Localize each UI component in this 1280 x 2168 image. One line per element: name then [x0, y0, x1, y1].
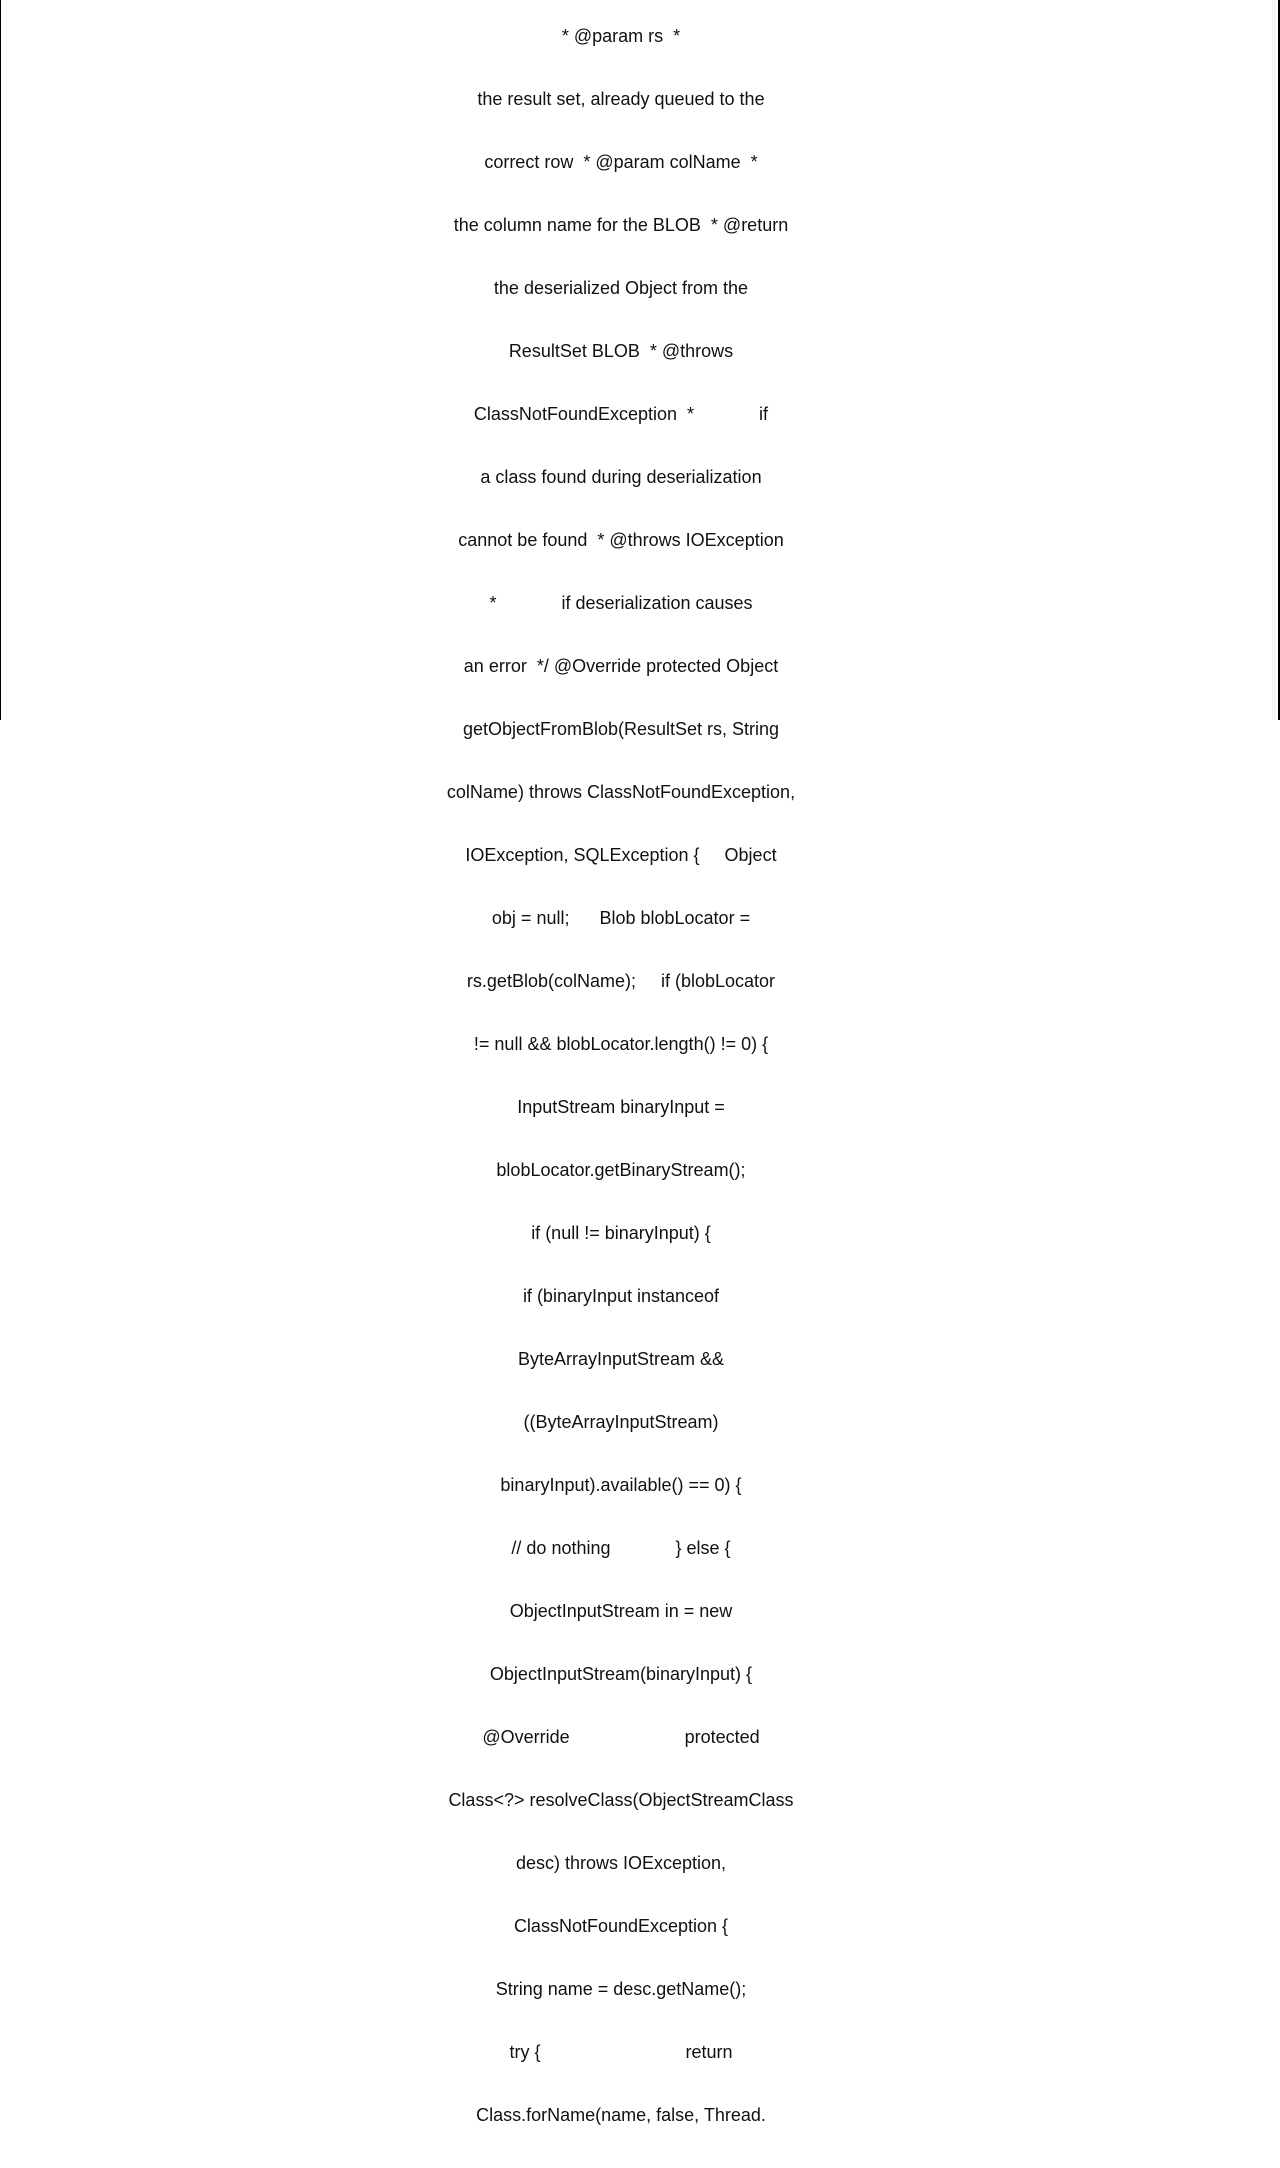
text-line: ByteArrayInputStream &&: [517, 1349, 725, 1369]
text-line: != null && blobLocator.length() != 0) {: [473, 1034, 769, 1054]
text-line: IOException, SQLException { Object: [465, 845, 777, 865]
text-line: ((ByteArrayInputStream): [523, 1412, 719, 1432]
text-line: // do nothing } else {: [511, 1538, 731, 1558]
text-line: ClassNotFoundException * if: [473, 404, 769, 424]
text-line: getObjectFromBlob(ResultSet rs, String: [462, 719, 780, 739]
text-line: the deserialized Object from the: [493, 278, 749, 298]
text-line: an error */ @Override protected Object: [463, 656, 779, 676]
text-line: ObjectInputStream(binaryInput) {: [489, 1664, 753, 1684]
code-text-block: [441, 0, 801, 2168]
text-line: ResultSet BLOB * @throws: [508, 341, 734, 361]
text-line: cannot be found * @throws IOException: [458, 530, 784, 550]
text-line: try { return: [509, 2042, 733, 2062]
text-line: * if deserialization causes: [489, 593, 753, 613]
text-line: blobLocator.getBinaryStream();: [496, 1160, 746, 1180]
text-line: desc) throws IOException,: [515, 1853, 727, 1873]
text-line: correct row * @param colName *: [484, 152, 758, 172]
text-line: rs.getBlob(colName); if (blobLocator: [466, 971, 776, 991]
text-line: * @param rs *: [561, 26, 681, 46]
text-line: if (binaryInput instanceof: [522, 1286, 720, 1306]
text-line: the result set, already queued to the: [477, 89, 765, 109]
text-line: String name = desc.getName();: [495, 1979, 747, 1999]
text-line: Class.forName(name, false, Thread.: [476, 2105, 766, 2125]
document-viewport[interactable]: [1, 0, 1277, 2125]
text-line: ClassNotFoundException {: [513, 1916, 729, 1936]
text-line: Class<?> resolveClass(ObjectStreamClass: [448, 1790, 794, 1810]
text-line: InputStream binaryInput =: [517, 1097, 725, 1117]
text-line: obj = null; Blob blobLocator =: [491, 908, 751, 928]
text-line: the column name for the BLOB * @return: [453, 215, 789, 235]
text-line: if (null != binaryInput) {: [531, 1223, 711, 1243]
text-line: ObjectInputStream in = new: [509, 1601, 733, 1621]
text-line: a class found during deserialization: [480, 467, 762, 487]
text-line: colName) throws ClassNotFoundException,: [446, 782, 796, 802]
text-line: binaryInput).available() == 0) {: [500, 1475, 742, 1495]
text-line: @Override protected: [482, 1727, 760, 1747]
